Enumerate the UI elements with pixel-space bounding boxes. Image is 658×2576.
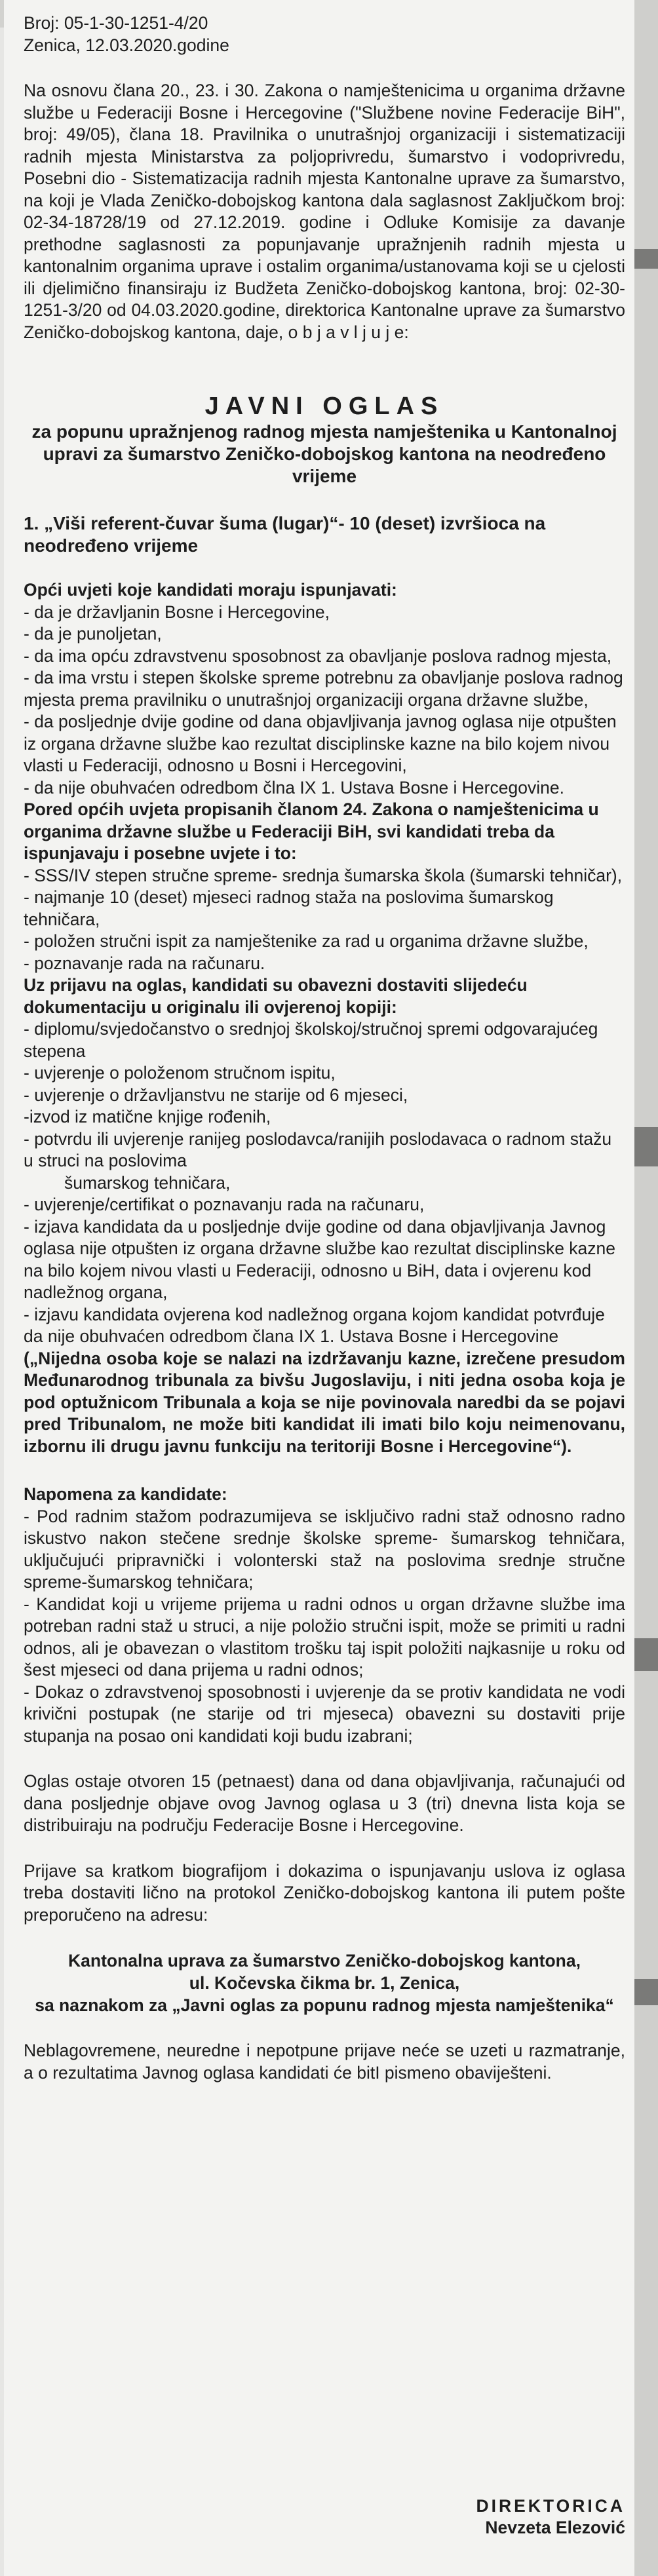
list-item: - Pod radnim stažom podrazumijeva se isključivo radni staž odnosno radno iskustvo nakon stečene srednje školske spreme- šumarskog tehničara, uključujući pripravnički i volonterski staž na poslovima srednje stručne spreme-šumarskog tehničara; <box>24 1506 625 1592</box>
list-item: - Dokaz o zdravstvenoj sposobnosti i uvjerenje da se protiv kandidata ne vodi krivični postupak (ne starije od tri mjeseca) obavezni su dostaviti prije stupanja na posao oni kandidati koji budu izabrani; <box>24 1682 625 1746</box>
list-item: - uvjerenje/certifikat o poznavanju rada na računaru, <box>24 1195 425 1214</box>
open-period-paragraph: Oglas ostaje otvoren 15 (petnaest) dana od dana objavljivanja, računajući od dana posljednje objave ovog Javnog oglasa u 3 (tri) dnevna lista koja se distribuiraju na području Federacije Bosne i Hercegovine. <box>24 1771 625 1835</box>
public-notice <box>24 12 625 2537</box>
notes-list <box>24 1506 625 1748</box>
signature-block <box>476 2495 625 2539</box>
general-conditions-list <box>24 602 625 799</box>
position-title: 1. „Viši referent-čuvar šuma (lugar)“- 10 (deset) izvršioca na neodređeno vrijeme <box>24 513 546 556</box>
list-item: - Kandidat koji u vrijeme prijema u radni odnos u organ državne službe ima potreban radni staž u struci, a nije položio stručni ispit, može se primiti u radni odnos, ali je obavezan o vlastitom trošku taj ispit položiti najkasnije u roku od šest mjeseci od dana prijema u radni odnos; <box>24 1594 625 1680</box>
notice-title: JAVNI OGLAS <box>204 393 444 420</box>
list-item: - izjavu kandidata ovjerena kod nadležnog organa kojom kandidat potvrđuje da nije obuhvaćen odredbom člana IX 1. Ustava Bosne i Hercegovine <box>24 1304 605 1346</box>
list-item: - da nije obuhvaćen odredbom člna IX 1. Ustava Bosne i Hercegovine. <box>24 777 564 798</box>
legal-basis-paragraph: Na osnovu člana 20., 23. i 30. Zakona o namještenicima u organima državne službe u Federaciji Bosne i Hercegovine ("Službene novine Federacije BiH", broj: 49/05), člana 18. Pravilnika o unutrašnjoj organizaciji i sistematizaciji radnih mjesta Ministarstva za poljoprivredu, šumarstvo i vodoprivredu, Posebni dio - Sistematizacija radnih mjesta Kantonalne uprave za šumarstvo, na koji je Vlada Zeničko-dobojskog kantona dala saglasnost Zaključkom broj: 02-34-18728/19 od 27.12.2019. godine i Odluke Komisije za davanje prethodne saglasnosti za popunjavanje upražnjenih radnih mjesta u kantonalnim organima uprave i ostalim organima/ustanovama koji se u cjelosti ili djelimično finansiraju iz Budžeta Zeničko-dobojskog kantona, broj: 02-30-1251-3/20 od 04.03.2020.godine, direktorica Kantonalne uprave za šumarstvo Zeničko-dobojskog kantona, daje, o b j a v l j u j e: <box>24 81 625 342</box>
newspaper-page <box>4 0 634 2576</box>
list-item: - poznavanje rada na računaru. <box>24 953 265 973</box>
list-item: -izvod iz matične knjige rođenih, <box>24 1107 271 1126</box>
constitution-quote: („Nijedna osoba koje se nalazi na izdržavanju kazne, izrečene presudom Međunarodnog tribunala za bivšu Jugoslaviju, i niti jedna osoba koja je pod optužnicom Tribunala a koja se nije povinovala naredbi da se pojavi pred Tribunalom, ne može biti kandidat ili imati bilo koju neimenovanu, izbornu ili drugu javnu funkciju na teritoriji Bosne i Hercegovine“). <box>24 1348 625 1456</box>
address-line: ul. Kočevska čikma br. 1, Zenica, <box>189 1973 460 1993</box>
list-item: - izjava kandidata da u posljednje dvije godine od dana objavljivanja Javnog oglasa nije otpušten iz organa državne službe kao rezultat disciplinske kazne na bilo kojem nivou vlasti u Federaciji, odnosno u BiH, data i ovjerenu kod nadležnog organa, <box>24 1216 616 1302</box>
list-item: šumarskog tehničara, <box>64 1172 231 1193</box>
adjacent-page-edge-right <box>634 0 658 2576</box>
submission-paragraph: Prijave sa kratkom biografijom i dokazima o ispunjavanju uslova iz oglasa treba dostaviti lično na protokol Zeničko-dobojskog kantona ili putem pošte preporučeno na adresu: <box>24 1860 625 1925</box>
list-item: - da je punoljetan, <box>24 624 162 644</box>
adjacent-page-strip <box>634 1638 658 1671</box>
list-item: - uvjerenje o položenom stručnom ispitu, <box>24 1063 336 1083</box>
list-item: - najmanje 10 (deset) mjeseci radnog staža na poslovima šumarskog tehničara, <box>24 887 554 929</box>
notes-heading: Napomena za kandidate: <box>24 1484 227 1504</box>
list-item: - uvjerenje o državljanstvu ne starije od 6 mjeseci, <box>24 1085 408 1105</box>
required-documents-list <box>24 1018 625 1348</box>
list-item: - SSS/IV stepen stručne spreme- srednja šumarska škola (šumarski tehničar), <box>24 865 623 885</box>
address-line: Kantonalna uprava za šumarstvo Zeničko-dobojskog kantona, <box>68 1951 581 1970</box>
list-item: - da ima vrstu i stepen školske spreme potrebnu za obavljanje poslova radnog mjesta prema pravilniku o unutrašnjoj organizaciji organa državne službe, <box>24 668 623 710</box>
special-conditions-list <box>24 865 625 975</box>
document-place-date: Zenica, 12.03.2020.godine <box>24 35 229 55</box>
adjacent-page-strip <box>634 249 658 269</box>
adjacent-page-strip <box>634 1127 658 1166</box>
closing-paragraph: Neblagovremene, neuredne i nepotpune prijave neće se uzeti u razmatranje, a o rezultatima Javnog oglasa kandidati će bitI pismeno obaviješteni. <box>24 2041 625 2083</box>
list-item: - potvrdu ili uvjerenje ranijeg poslodavca/ranijih poslodavaca o radnom stažu u struci na poslovima <box>24 1128 612 1170</box>
required-documents-heading: Uz prijavu na oglas, kandidati su obavezni dostaviti slijedeću dokumentaciju u originalu ili ovjerenoj kopiji: <box>24 975 528 1017</box>
signature-name: Nevzeta Elezović <box>485 2518 625 2537</box>
special-conditions-heading: Pored općih uvjeta propisanih članom 24. Zakona o namještenicima u organima državne službe u Federaciji BiH, svi kandidati treba da ispunjavaju i posebne uvjete i to: <box>24 799 599 863</box>
general-conditions-heading: Opći uvjeti koje kandidati moraju ispunjavati: <box>24 580 397 600</box>
adjacent-page-strip <box>634 1979 658 2005</box>
submission-address <box>24 1950 625 2016</box>
notice-subtitle: za popunu upražnjenog radnog mjesta namještenika u Kantonalnoj upravi za šumarstvo Zeničko-dobojskog kantona na neodređeno vrijeme <box>31 421 617 486</box>
list-item: - položen stručni ispit za namještenike za rad u organima državne službe, <box>24 931 589 951</box>
list-item: - diplomu/svjedočanstvo o srednjoj školskoj/stručnoj spremi odgovarajućeg stepena <box>24 1019 598 1061</box>
address-line: sa naznakom za „Javni oglas za popunu radnog mjesta namještenika“ <box>35 1995 614 2015</box>
list-item: - da posljednje dvije godine od dana objavljivanja javnog oglasa nije otpušten iz organa državne službe kao rezultat disciplinske kazne na bilo kojem nivou vlasti u Federaciji, odnosno u Bosni i Hercegovini, <box>24 712 617 775</box>
list-item: - da ima opću zdravstvenu sposobnost za obavljanje poslova radnog mjesta, <box>24 645 612 666</box>
list-item: - da je državljanin Bosne i Hercegovine, <box>24 602 330 622</box>
signature-role: DIREKTORICA <box>476 2496 625 2516</box>
document-number: Broj: 05-1-30-1251-4/20 <box>24 13 208 33</box>
